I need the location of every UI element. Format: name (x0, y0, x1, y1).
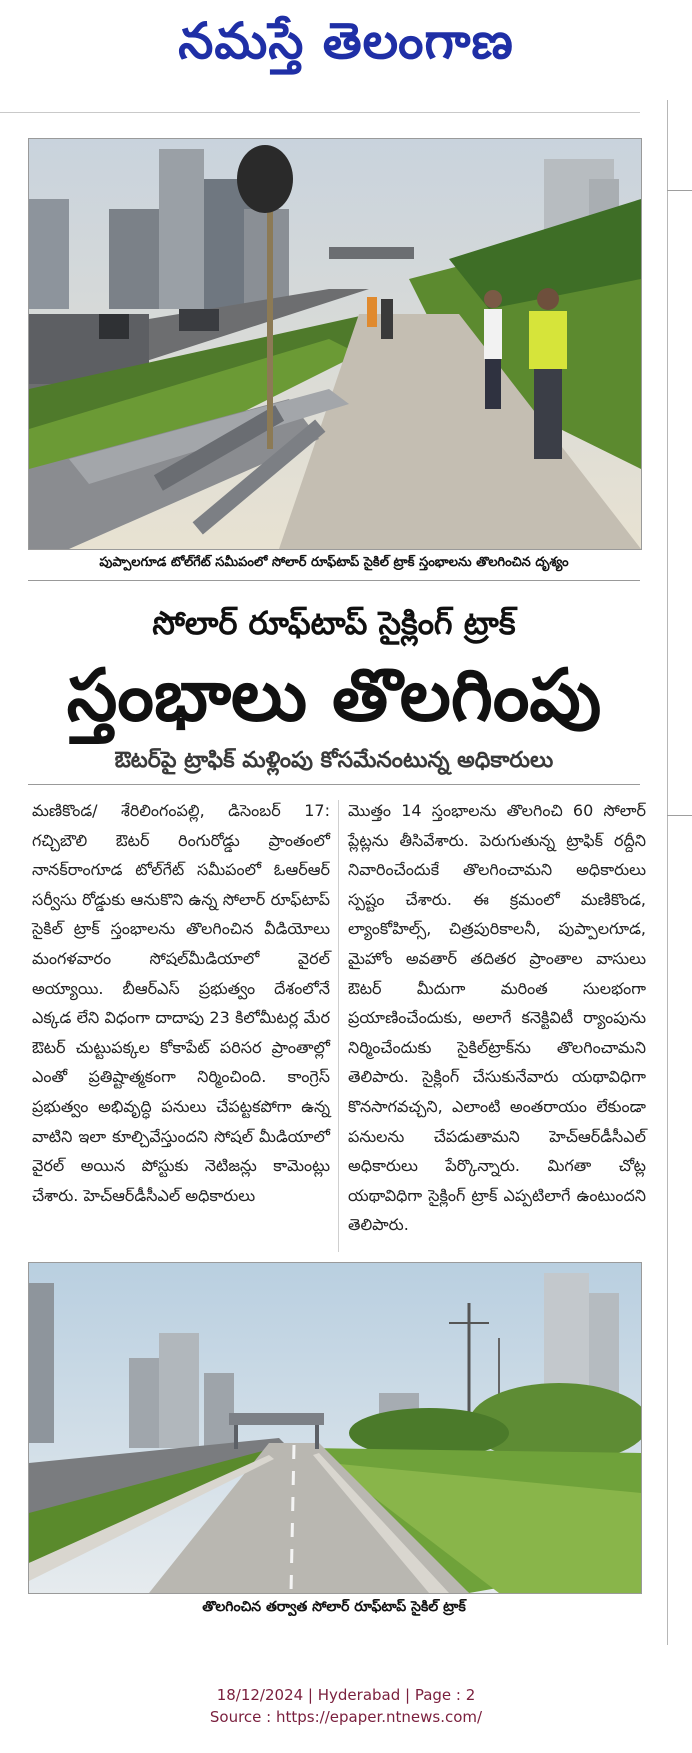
margin-tick (667, 815, 692, 816)
article-column-left: మణికొండ/ శేరిలింగంపల్లి, డిసెంబర్ 17: గచ్చిబౌలి ఔటర్ రింగురోడ్డు ప్రాంతంలో నానక్‌రాంగూడ టోల్‌గేట్ సమీపంలో ఓఆర్‌ఆర్ సర్వీసు రోడ్డుకు ఆనుకొని ఉన్న సోలార్ రూఫ్‌టాప్ సైకిల్ ట్రాక్ స్తంభాలను తొలగించిన వీడియోలు మంగళవారం సోషల్‌మీడియాలో వైరల్ అయ్యాయి. బీఆర్‌ఎస్ ప్రభుత్వం దేశంలోనే ఎక్కడ లేని విధంగా దాదాపు 23 కిలోమీటర్ల మేర ఔటర్ చుట్టుపక్కల కోకాపేట్ పరిసర ప్రాంతాల్లో ఎంతో ప్రతిష్టాత్మకంగా నిర్మించింది. కాంగ్రెస్ ప్రభుత్వం అభివృద్ధి పనులు చేపట్టకపోగా ఉన్న వాటిని ఇలా కూల్చివేస్తుందని సోషల్ మీడియాలో వైరల్ అయిన పోస్టుకు నెటిజన్లు కామెంట్లు చేశారు. హెచ్‌ఆర్‌డీసీఎల్ అధికారులు (32, 801, 330, 1205)
column-rule (338, 800, 339, 1252)
deck-divider (28, 784, 640, 785)
footer-source: Source : https://epaper.ntnews.com/ (209, 1708, 483, 1726)
article-headline: స్తంభాలు తొలగింపు (66, 653, 602, 737)
masthead-rule (0, 112, 640, 113)
top-photo-caption: పుప్పాలగూడ టోల్‌గేట్ సమీపంలో సోలార్ రూఫ్‌టాప్ సైకిల్ ట్రాక్ స్తంభాలను తొలగించిన దృశ్యం (99, 555, 569, 570)
masthead-title: నమస్తే తెలంగాణ (178, 11, 514, 70)
caption-divider (28, 580, 640, 581)
page-edge-rule (667, 100, 668, 1645)
article-deck: ఔటర్‌పై ట్రాఫిక్ మళ్లింపు కోసమేనంటున్న అధికారులు (114, 748, 554, 773)
footer-dateline: 18/12/2024 | Hyderabad | Page : 2 (216, 1686, 476, 1704)
bottom-photo-caption: తొలగించిన తర్వాత సోలార్ రూఫ్‌టాప్ సైకిల్ ట్రాక్ (202, 1599, 466, 1615)
article-kicker: సోలార్ రూఫ్‌టాప్ సైక్లింగ్ ట్రాక్ (152, 604, 516, 642)
top-photo (28, 138, 642, 550)
margin-tick (667, 190, 692, 191)
article-column-right: మొత్తం 14 స్తంభాలను తొలగించి 60 సోలార్ ప్లేట్లను తీసివేశారు. పెరుగుతున్న ట్రాఫిక్ రద్దీని నివారించేందుకే తొలగించామని అధికారులు స్పష్టం చేశారు. ఈ క్రమంలో మణికొండ, ల్యాంకోహిల్స్, చిత్రపురికాలనీ, పుప్పాలగూడ, మైహోం అవతార్ తదితర ప్రాంతాల వాసులు ఔటర్ మీదుగా మరింత సులభంగా ప్రయాణించేందుకు, అలాగే కనెక్టివిటీ ర్యాంపును నిర్మించేందుకు సైకిల్‌ట్రాక్‌ను తొలగించామని తెలిపారు. సైక్లింగ్ చేసుకునేవారు యథావిధిగా కొనసాగవచ్చని, ఎలాంటి అంతరాయం లేకుండా పనులను చేపడుతామని హెచ్‌ఆర్‌డీసీఎల్ అధికారులు పేర్కొన్నారు. మిగతా చోట్ల యథావిధిగా సైక్లింగ్ ట్రాక్ ఎప్పటిలాగే ఉంటుందని తెలిపారు. (348, 801, 646, 1235)
bottom-photo (28, 1262, 642, 1594)
